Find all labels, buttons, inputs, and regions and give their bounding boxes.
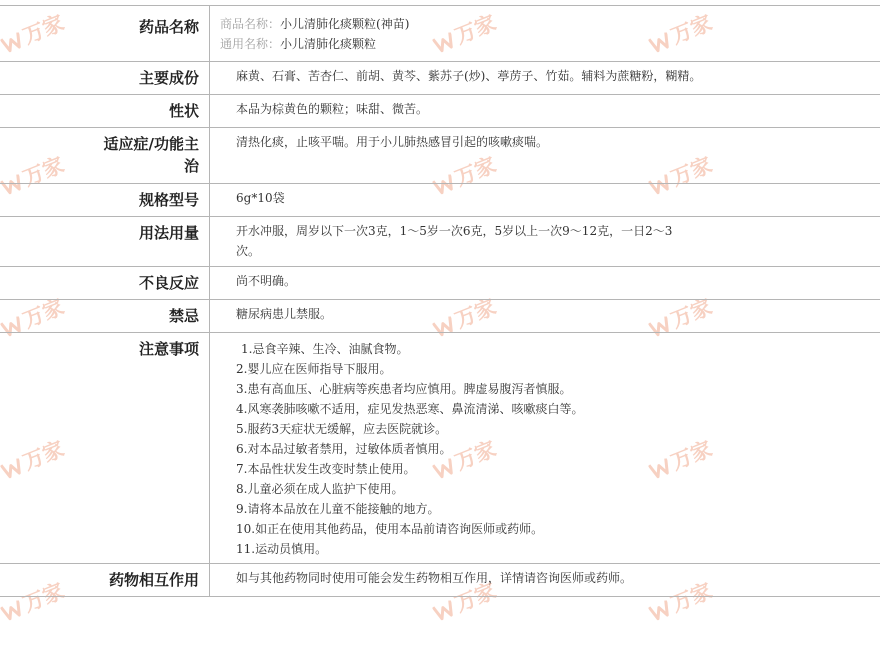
row-value: 本品为棕黄色的颗粒；味甜、微苦。 xyxy=(210,95,880,128)
watermark: 万家 xyxy=(0,291,68,343)
row-label: 用法用量 xyxy=(0,217,210,267)
watermark: 万家 xyxy=(429,291,501,343)
watermark: 万家 xyxy=(645,149,717,201)
row-adverse-reactions xyxy=(0,267,880,300)
row-value: 6g*10袋 xyxy=(210,184,880,217)
list-item: 1.忌食辛辣、生冷、油腻食物。 xyxy=(241,342,409,356)
row-specification xyxy=(0,184,880,217)
row-label: 性状 xyxy=(0,95,210,128)
watermark: 万家 xyxy=(645,7,717,59)
row-label: 禁忌 xyxy=(0,300,210,333)
generic-name-prefix: 通用名称： xyxy=(220,37,281,51)
list-item: 10.如正在使用其他药品，使用本品前请咨询医师或药师。 xyxy=(236,522,544,536)
w-logo-icon xyxy=(647,598,672,622)
row-label: 药品名称 xyxy=(0,6,210,62)
row-label: 注意事项 xyxy=(0,333,210,564)
trade-name-prefix: 商品名称： xyxy=(220,17,281,31)
row-contraindications xyxy=(0,300,880,333)
list-item: 7.本品性状发生改变时禁止使用。 xyxy=(236,462,416,476)
list-item: 3.患有高血压、心脏病等疾患者均应慎用。脾虚易腹泻者慎服。 xyxy=(236,382,572,396)
row-value: 如与其他药物同时使用可能会发生药物相互作用，详情请咨询医师或药师。 xyxy=(210,564,880,597)
list-item: 5.服药3天症状无缓解，应去医院就诊。 xyxy=(236,422,448,436)
list-item: 6.对本品过敏者禁用，过敏体质者慎用。 xyxy=(236,442,452,456)
watermark: 万家 xyxy=(645,575,717,627)
row-value xyxy=(210,6,880,62)
row-interactions xyxy=(0,564,880,597)
row-dosage xyxy=(0,217,880,267)
list-item: 9.请将本品放在儿童不能接触的地方。 xyxy=(236,502,440,516)
drug-info-table xyxy=(0,5,880,597)
row-label xyxy=(0,128,210,184)
w-logo-icon xyxy=(0,598,25,622)
list-item: 8.儿童必须在成人监护下使用。 xyxy=(236,482,404,496)
row-drug-name xyxy=(0,6,880,62)
watermark: 万家 xyxy=(429,149,501,201)
w-logo-icon xyxy=(431,598,456,622)
row-precautions xyxy=(0,333,880,564)
watermark: 万家 xyxy=(429,7,501,59)
row-value: 糖尿病患儿禁服。 xyxy=(210,300,880,333)
watermark: 万家 xyxy=(0,575,68,627)
row-value xyxy=(210,333,880,564)
row-value xyxy=(210,217,880,267)
dosage-line: 次。 xyxy=(236,244,261,258)
list-item: 4.风寒袭肺咳嗽不适用，症见发热恶寒、鼻流清涕、咳嗽痰白等。 xyxy=(236,402,584,416)
watermark: 万家 xyxy=(429,575,501,627)
dosage-line: 开水冲服，周岁以下一次3克，1～5岁一次6克，5岁以上一次9～12克，一日2～3 xyxy=(236,224,673,238)
watermark: 万家 xyxy=(645,291,717,343)
list-item: 11.运动员慎用。 xyxy=(236,542,328,556)
row-label: 不良反应 xyxy=(0,267,210,300)
row-label: 主要成份 xyxy=(0,62,210,95)
row-ingredients xyxy=(0,62,880,95)
generic-name-line xyxy=(220,34,870,54)
watermark: 万家 xyxy=(0,149,68,201)
row-label: 药物相互作用 xyxy=(0,564,210,597)
row-value: 清热化痰，止咳平喘。用于小儿肺热感冒引起的咳嗽痰喘。 xyxy=(210,128,880,184)
watermark: 万家 xyxy=(645,433,717,485)
trade-name-value: 小儿清肺化痰颗粒(神苗) xyxy=(280,17,410,31)
row-label: 规格型号 xyxy=(0,184,210,217)
row-label-line: 适应症/功能主 xyxy=(103,135,199,153)
generic-name-value: 小儿清肺化痰颗粒 xyxy=(280,37,377,51)
trade-name-line xyxy=(220,14,870,34)
precautions-list xyxy=(236,339,870,559)
watermark: 万家 xyxy=(0,7,68,59)
row-appearance xyxy=(0,95,880,128)
row-value: 麻黄、石膏、苦杏仁、前胡、黄芩、紫苏子(炒)、葶苈子、竹茹。辅料为蔗糖粉，糊精。 xyxy=(210,62,880,95)
watermark: 万家 xyxy=(0,433,68,485)
row-indications xyxy=(0,128,880,184)
row-label-line: 治 xyxy=(183,157,199,175)
watermark: 万家 xyxy=(429,433,501,485)
list-item: 2.婴儿应在医师指导下服用。 xyxy=(236,362,392,376)
row-value: 尚不明确。 xyxy=(210,267,880,300)
